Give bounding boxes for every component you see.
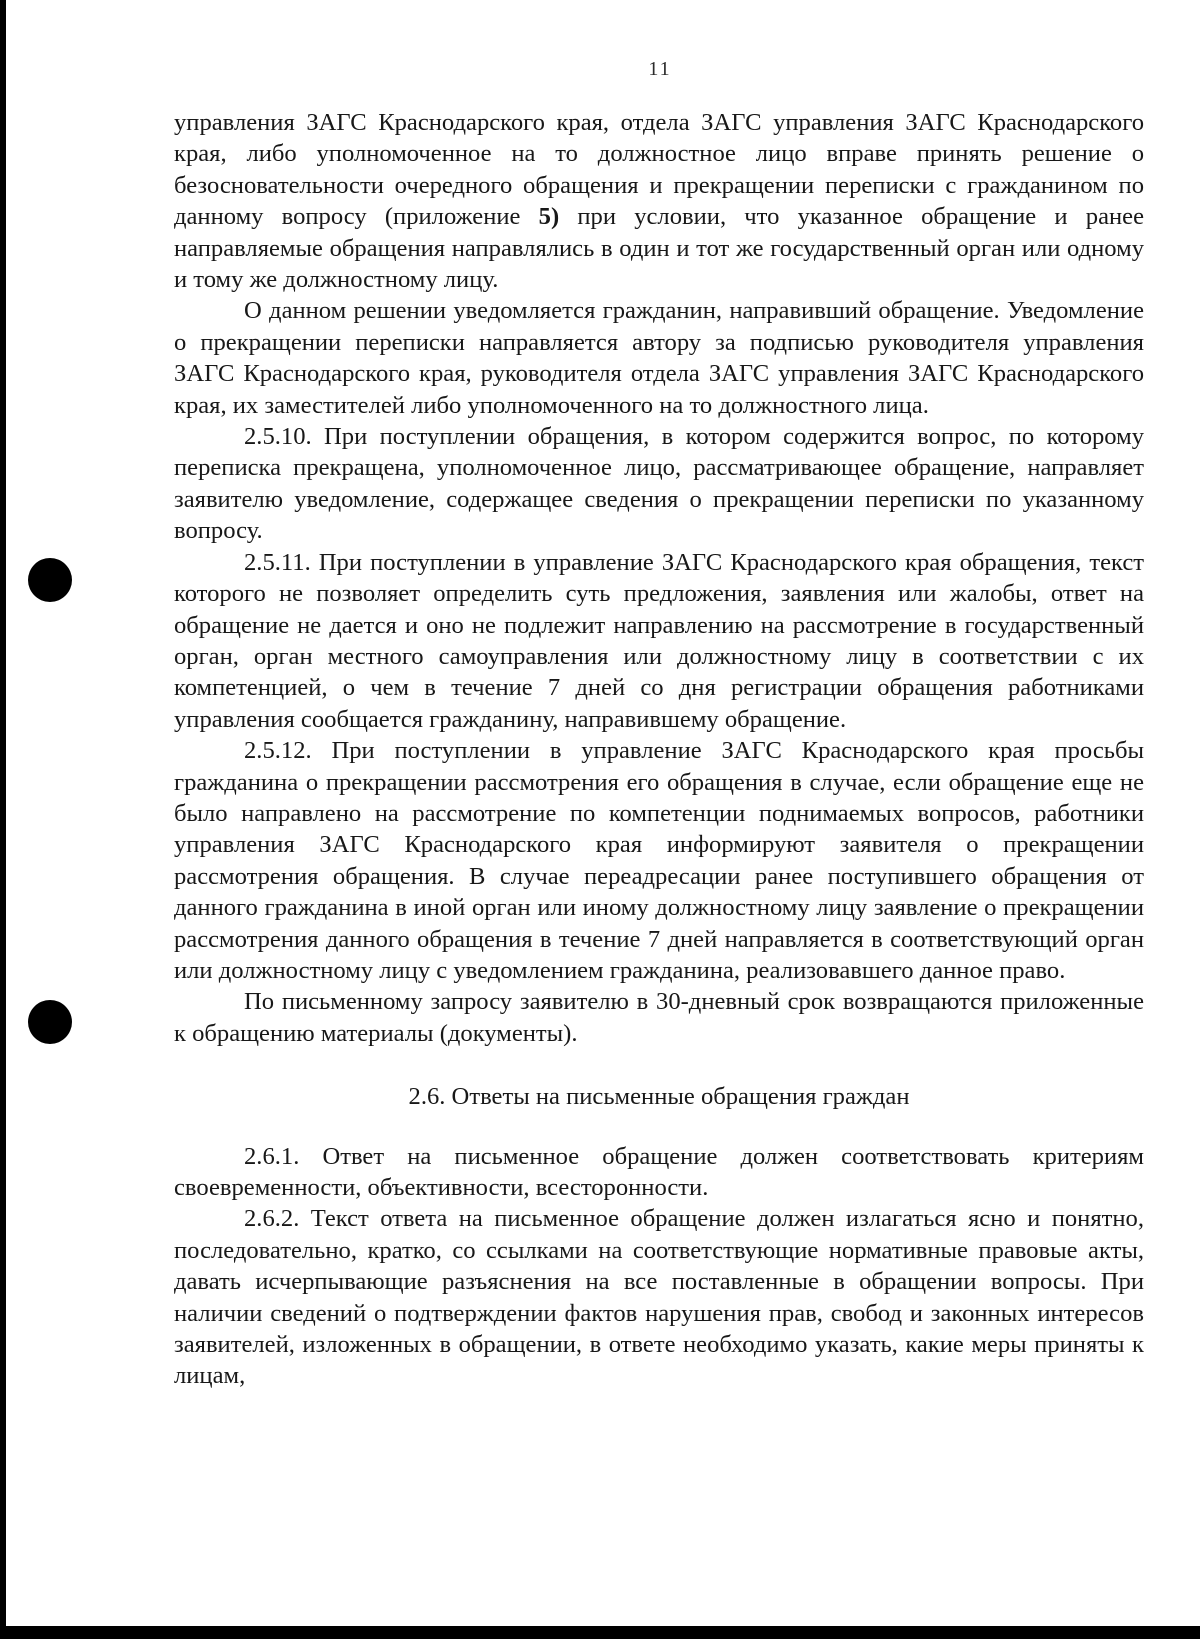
scan-left-edge	[0, 0, 6, 1639]
document-body	[174, 107, 1144, 1392]
appendix-number: 5)	[538, 203, 560, 231]
paragraph-2-5-12: 2.5.12. При поступлении в управление ЗАГС Краснодарского края просьбы гражданина о прекращении рассмотрения его обращения в случае, если обращение еще не было направлено на рассмотрение по компетенции поднимаемых вопросов, работники управления ЗАГС Краснодарского края информируют заявителя о прекращении рассмотрения обращения. В случае переадресации ранее поступившего обращения от данного гражданина в иной орган или иному должностному лицу заявление о прекращении рассмотрения данного обращения в течение 7 дней направляется в соответствующий орган или должностному лицу с уведомлением гражданина, реализовавшего данное право.	[174, 737, 1144, 984]
punch-hole-top	[28, 558, 72, 602]
paragraph-2-6-2: 2.6.2. Текст ответа на письменное обращение должен излагаться ясно и понятно, последовательно, кратко, со ссылками на соответствующие нормативные правовые акты, давать исчерпывающие разъяснения на все поставленные в обращении вопросы. При наличии сведений о подтверждении фактов нарушения прав, свобод и законных интересов заявителей, изложенных в обращении, в ответе необходимо указать, какие меры приняты к лицам,	[174, 1205, 1144, 1390]
page-number: 11	[648, 58, 672, 80]
paragraph-text: при условии, что указанное обращение и ранее направляемые обращения направлялись в один и тот же государственный орган или одному и тому же должностному лицу.	[174, 203, 1144, 294]
paragraph-2-5-10: 2.5.10. При поступлении обращения, в котором содержится вопрос, по которому переписка прекращена, уполномоченное лицо, рассматривающее обращение, направляет заявителю уведомление, содержащее сведения о прекращении переписки по указанному вопросу.	[174, 423, 1144, 545]
paragraph-continuation	[174, 107, 1144, 295]
paragraph-materials-return: По письменному запросу заявителю в 30-дневный срок возвращаются приложенные к обращению материалы (документы).	[174, 988, 1144, 1047]
scan-bottom-edge	[0, 1626, 1200, 1639]
punch-hole-bottom	[28, 1000, 72, 1044]
paragraph-notification: О данном решении уведомляется гражданин, направивший обращение. Уведомление о прекращении переписки направляется автору за подписью руководителя управления ЗАГС Краснодарского края, руководителя отдела ЗАГС управления ЗАГС Краснодарского края, их заместителей либо уполномоченного на то должностного лица.	[174, 297, 1144, 419]
section-heading: 2.6. Ответы на письменные обращения граждан	[408, 1083, 910, 1111]
paragraph-2-6-1: 2.6.1. Ответ на письменное обращение должен соответствовать критериям своевременности, объективности, всесторонности.	[174, 1142, 1144, 1201]
paragraph-text: управления ЗАГС Краснодарского края, отдела ЗАГС управления ЗАГС Краснодарского края, либо уполномоченное на то должностное лицо вправе принять решение о безосновательности очередного обращения и прекращении переписки с гражданином по данному вопросу (приложение	[174, 109, 1144, 231]
paragraph-2-5-11: 2.5.11. При поступлении в управление ЗАГС Краснодарского края обращения, текст которого не позволяет определить суть предложения, заявления или жалобы, ответ на обращение не дается и оно не подлежит направлению на рассмотрение в государственный орган, орган местного самоуправления или должностному лицу в соответствии с их компетенцией, о чем в течение 7 дней со дня регистрации обращения работниками управления сообщается гражданину, направившему обращение.	[174, 548, 1144, 733]
